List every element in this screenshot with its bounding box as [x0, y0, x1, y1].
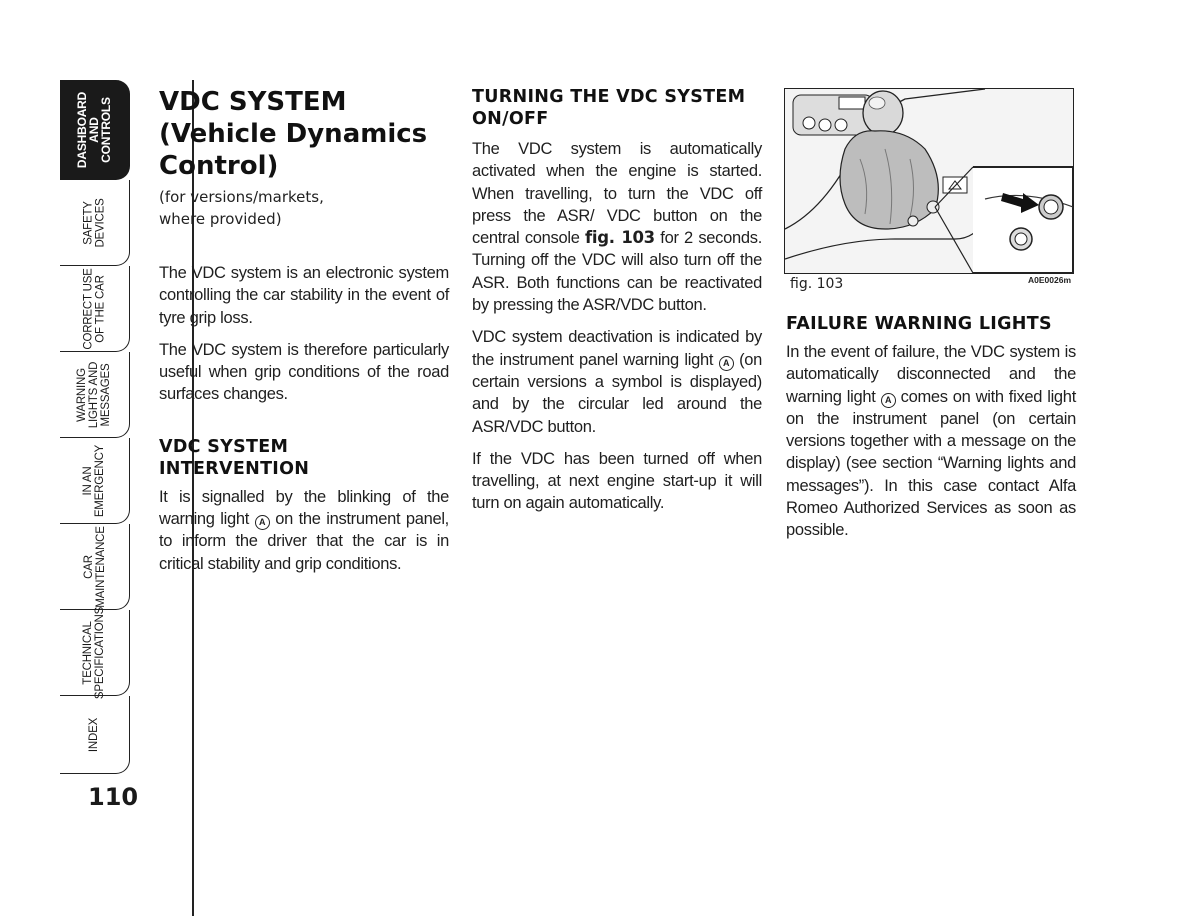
failure-heading: FAILURE WARNING LIGHTS — [786, 314, 1052, 334]
on-off-paragraph: The VDC system is automatically activated when the engine is started. When travelling, to turn the VDC off press the ASR/ VDC button on the central console fig. 103 for 2 seconds. Turning off the VDC will also turn off the ASR. Both functions can be reactivated by pressing the ASR/VDC button. — [472, 140, 762, 315]
page-title: VDC SYSTEM (Vehicle Dynamics Control) — [159, 87, 428, 181]
tab-label: DASHBOARD AND CONTROLS — [75, 91, 114, 168]
vdc-description-paragraph: The VDC system is an electronic system controlling the car stability in the event of tyre grip loss. — [159, 264, 449, 327]
vdc-warning-icon: A — [255, 515, 270, 530]
chapter-tabs — [60, 80, 135, 780]
tab-label: CORRECT USE OF THE CAR — [82, 267, 107, 350]
center-console-illustration — [785, 89, 1073, 273]
vdc-warning-icon: A — [881, 393, 896, 408]
tab-warning-lights[interactable] — [60, 352, 130, 438]
figure-code: A0E0026m — [1028, 275, 1072, 285]
tab-dashboard-and-controls[interactable] — [60, 80, 130, 180]
tab-in-an-emergency[interactable] — [60, 438, 130, 524]
console-figure — [784, 88, 1074, 274]
on-off-heading: TURNING THE VDC SYSTEM ON/OFF — [472, 87, 746, 129]
tab-index[interactable] — [60, 696, 130, 774]
restart-paragraph: If the VDC has been turned off when travelling, at next engine start-up it will turn on again automatically. — [472, 449, 762, 513]
vdc-warning-icon: A — [719, 356, 734, 371]
page-number: 110 — [88, 783, 139, 811]
vdc-usefulness-paragraph: The VDC system is therefore particularly useful when grip conditions of the road surfaces changes. — [159, 340, 449, 404]
figure-reference: fig. 103 — [585, 228, 655, 248]
failure-paragraph: In the event of failure, the VDC system is automatically disconnected and the warning light A comes on with fixed light on the instrument panel (on certain versions together with a message on the display) (see section “Warning lights and messages”). In this case contact Alfa Romeo Authorized Services as soon as possible. — [786, 343, 1076, 540]
tab-car-maintenance[interactable] — [60, 524, 130, 610]
tab-correct-use[interactable] — [60, 266, 130, 352]
tab-safety-devices[interactable] — [60, 180, 130, 266]
tab-technical-specifications[interactable] — [60, 606, 130, 699]
column-vdc-system — [159, 86, 449, 585]
tab-label: INDEX — [88, 717, 101, 752]
column-failure-lights — [786, 313, 1076, 552]
tab-label: CAR MAINTENANCE — [82, 525, 107, 608]
tab-label: TECHNICAL SPECIFICATIONS — [82, 606, 107, 699]
availability-note: (for versions/markets, where provided) — [159, 188, 324, 228]
intervention-heading: VDC SYSTEM INTERVENTION — [159, 436, 310, 479]
deactivation-paragraph: VDC system deactivation is indicated by the instrument panel warning light A (on certain versions a symbol is displayed) and by the circular led around the ASR/VDC button. — [472, 328, 763, 436]
intervention-paragraph: It is signalled by the blinking of the warning light A on the instrument panel, to inform the driver that the car is in critical stability and grip conditions. — [159, 487, 449, 573]
tab-label: WARNING LIGHTS AND MESSAGES — [76, 361, 113, 428]
tab-label: SAFETY DEVICES — [82, 197, 107, 248]
column-turning-on-off — [472, 86, 762, 525]
tab-label: IN AN EMERGENCY — [82, 444, 107, 517]
figure-caption: fig. 103 — [790, 276, 844, 292]
